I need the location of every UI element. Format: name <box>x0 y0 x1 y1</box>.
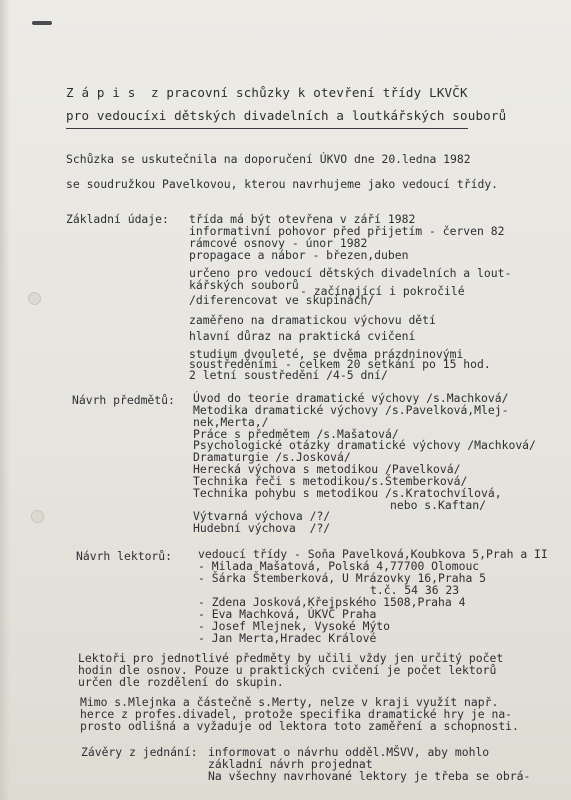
lektor-line: - Josef Mlejnek, Vysoké Mýto <box>198 619 391 633</box>
para1-line: hodin dle osnov. Pouze u praktických cvičení je počet lektorů <box>78 663 497 677</box>
zakladni-line: rámcové osnovy - únor 1982 <box>189 236 368 250</box>
zakladni-line: - začínající i pokročilé <box>300 284 465 298</box>
zavery-line: informovat o návrhu odděl.MŠVV, aby mohlo <box>208 745 490 759</box>
lektor-line: vedoucí třídy - Soňa Pavelková,Koubkova 5,Prah a II <box>198 547 548 561</box>
zavery-line: základní návrh projednat <box>208 757 373 771</box>
predmet-line: Dramaturgie /s.Josková/ <box>193 450 351 464</box>
predmet-line: Herecká výchova s metodikou /Pavelková/ <box>193 462 461 476</box>
zakladni-line: třída má být otevřena v září 1982 <box>189 212 416 226</box>
title-line-2: pro vedoucíxi dětských divadelních a loutkářských souborů <box>66 108 507 123</box>
predmet-line: nebo s.Kaftan/ <box>390 498 487 512</box>
predmet-line: Technika řeči s metodikou/s.Štemberková/ <box>193 474 468 488</box>
zakladni-line: kářských souborů <box>189 278 299 292</box>
predmet-line: Psychologické otázky dramatické výchovy /Machková/ <box>193 438 536 452</box>
lektori-label: Návrh lektorů: <box>76 549 173 563</box>
predmet-line: Technika pohybu s metodikou /s.Kratochvílová, <box>193 486 502 500</box>
title-underline <box>66 128 468 129</box>
predmet-line: Výtvarná výchova /?/ <box>193 509 331 523</box>
zakladni-line: hlavní důraz na praktická cvičení <box>189 329 416 343</box>
para2-line: Mimo s.Mlejnka a částečně s.Merty, nelze v kraji využít např. <box>80 695 499 709</box>
lektor-line: - Milada Mašatová, Polská 4,77700 Olomouc <box>198 559 480 573</box>
predmet-line: Práce s předmětem /s.Mašatová/ <box>193 427 399 441</box>
zakladni-line: informativní pohovor před přijetím - červen 82 <box>189 224 505 238</box>
punch-hole-top <box>28 292 41 305</box>
zakladni-line: soustředěními - celkem 20 setkání po 15 hod. <box>189 357 491 371</box>
zakladni-line: určeno pro vedoucí dětských divadelních a lout- <box>189 266 512 280</box>
zakladni-line: studium dvouleté, se dvěma prázdninovými <box>189 347 464 361</box>
para1-line: určen dle rozdělení do skupin. <box>78 675 284 689</box>
zakladni-line: zaměřeno na dramatickou výchovu dětí <box>189 313 436 327</box>
predmet-line: Metodika dramatické výchovy /s.Pavelková,Mlej- <box>193 403 509 417</box>
zavery-line: Na všechny navrhované lektory je třeba se obrá- <box>208 769 531 783</box>
punch-hole-bottom <box>31 510 44 523</box>
zavery-label: Závěry z jednání: <box>81 745 198 759</box>
staple <box>32 21 52 25</box>
lektor-line: - Eva Machková, ÚKVČ Praha <box>198 607 377 621</box>
title-line-1: Z á p i s z pracovní schůzky k otevření třídy LKVČK <box>66 85 468 100</box>
para1-line: Lektoři pro jednotlivé předměty by učili vždy jen určitý počet <box>78 651 504 665</box>
lektor-line: - Jan Merta,Hradec Králové <box>198 631 377 645</box>
lektor-line: - Šárka Štemberková, U Mrázovky 16,Praha 5 <box>198 571 487 585</box>
intro-line-1: Schůzka se uskutečnila na doporučení ÚKVO dne 20.ledna 1982 <box>66 152 471 166</box>
lektor-line: - Zdena Josková,Křejpského 1508,Praha 4 <box>198 595 466 609</box>
zakladni-line: /diferencovat ve skupinách/ <box>189 293 375 307</box>
zakladni-line: 2 letní soustředění /4-5 dní/ <box>189 368 388 382</box>
predmet-line: Hudební výchova /?/ <box>193 521 331 535</box>
zakladni-label: Základní údaje: <box>66 212 169 226</box>
para2-line: herce z profes.divadel, protože specifika dramatické hry je na- <box>80 707 513 721</box>
para2-line: prosto odlišná a vyžaduje od lektora toto zaměření a schopnosti. <box>80 719 519 733</box>
predmety-label: Návrh předmětů: <box>72 393 175 407</box>
intro-line-2: se soudružkou Pavelkovou, kterou navrhujeme jako vedoucí třídy. <box>66 177 499 191</box>
zakladni-line: propagace a nábor - březen,duben <box>189 248 409 262</box>
predmet-line: Úvod do teorie dramatické výchovy /s.Machková/ <box>193 391 509 405</box>
lektor-line: t.č. 54 36 23 <box>370 583 460 597</box>
page-edge-shadow <box>0 0 10 800</box>
predmet-line: nek,Merta,/ <box>193 415 269 429</box>
